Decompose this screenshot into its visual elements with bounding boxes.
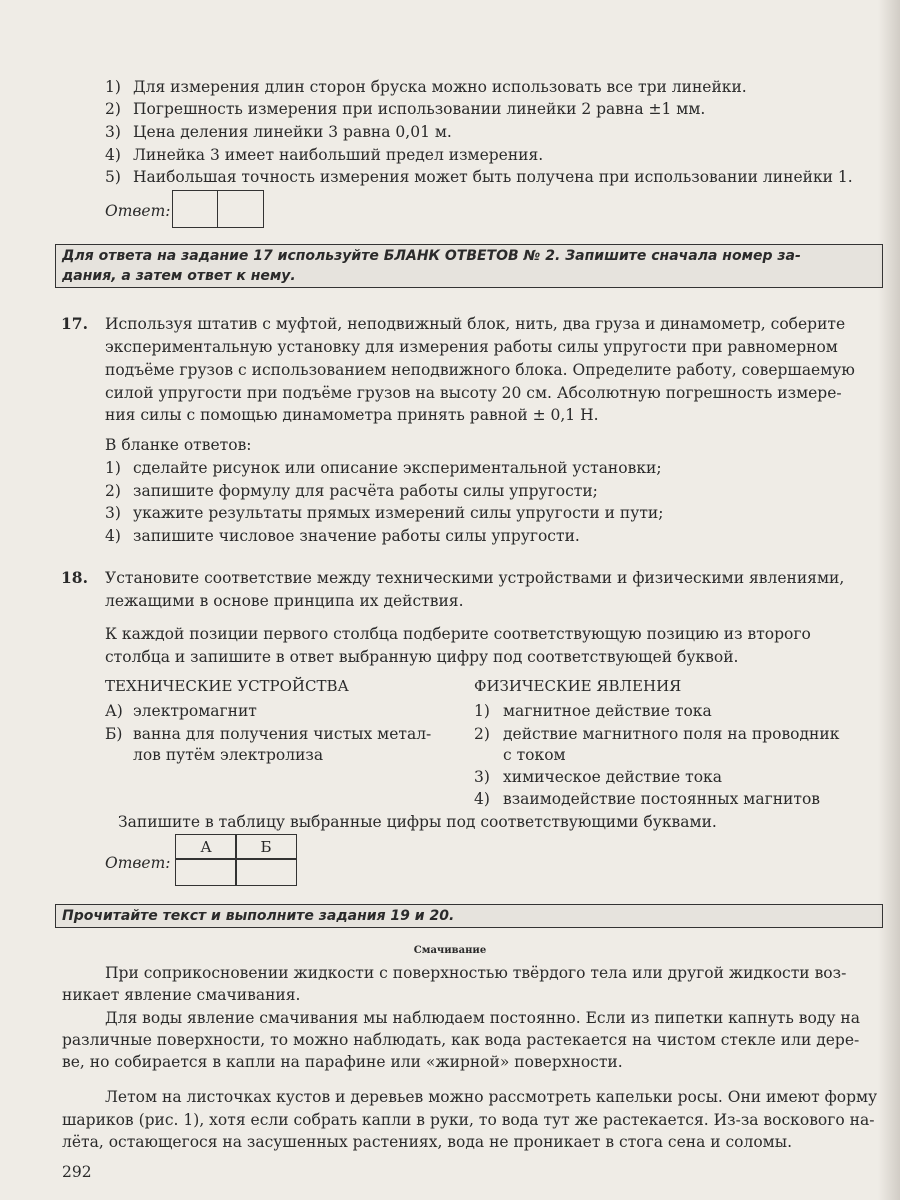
text-line: никает явление смачивания.	[62, 986, 301, 1004]
text-line: Для воды явление смачивания мы наблюдаем постоянно. Если из пипетки капнуть воду на	[105, 1009, 860, 1027]
text-line: ве, но собирается в капли на парафине или «жирной» поверхности.	[62, 1053, 623, 1071]
q18-left-item-letter: Б)	[105, 725, 123, 743]
q18-right-item-text: магнитное действие тока	[503, 702, 712, 720]
q18-right-item-text: взаимодействие постоянных магнитов	[503, 790, 821, 808]
q18-col-a-header: А	[175, 834, 237, 860]
q16-answer-box[interactable]	[172, 190, 264, 228]
q17-item-text: запишите формулу для расчёта работы силы упругости;	[133, 482, 598, 500]
text-line: лёта, остающегося на засушенных растениях, вода не проникает в стога сена и соломы.	[62, 1133, 793, 1151]
q16-option-number: 4)	[105, 146, 121, 164]
q18-instruction: К каждой позиции первого столбца подберите соответствующую позицию из второго	[105, 625, 811, 643]
q18-instruction: столбца и запишите в ответ выбранную цифру под соответствующей буквой.	[105, 648, 739, 666]
q16-option-text: Для измерения длин сторон бруска можно использовать все три линейки.	[133, 78, 747, 96]
q18-right-item-number: 4)	[474, 790, 490, 808]
q18-left-item-letter: А)	[105, 702, 123, 720]
text-line: При соприкосновении жидкости с поверхностью твёрдого тела или другой жидкости воз-	[105, 964, 847, 982]
q17-item-number: 1)	[105, 459, 121, 477]
q16-option-text: Погрешность измерения при использовании линейки 2 равна ±1 мм.	[133, 100, 706, 118]
notice-19-20: Прочитайте текст и выполните задания 19 и 20.	[55, 904, 883, 928]
q18-right-item-number: 3)	[474, 768, 490, 786]
answer-label: Ответ:	[105, 854, 171, 872]
q16-option-text: Наибольшая точность измерения может быть получена при использовании линейки 1.	[133, 168, 853, 186]
q17-item-number: 3)	[105, 504, 121, 522]
q16-option-number: 2)	[105, 100, 121, 118]
q18-right-item-number: 2)	[474, 725, 490, 743]
q18-right-item-text: действие магнитного поля на проводник	[503, 725, 840, 743]
q17-item-number: 2)	[105, 482, 121, 500]
q16-option-text: Цена деления линейки 3 равна 0,01 м.	[133, 123, 452, 141]
q17-line: Используя штатив с муфтой, неподвижный блок, нить, два груза и динамометр, соберите	[105, 315, 846, 333]
q16-option-number: 3)	[105, 123, 121, 141]
q17-line: подъёме грузов с использованием неподвижного блока. Определите работу, совершаемую	[105, 361, 855, 379]
q18-line: Установите соответствие между техническими устройствами и физическими явлениями,	[105, 569, 845, 587]
q18-right-header: ФИЗИЧЕСКИЕ ЯВЛЕНИЯ	[474, 677, 682, 695]
page-number: 292	[62, 1163, 92, 1181]
q18-table-instruction: Запишите в таблицу выбранные цифры под соответствующими буквами.	[118, 813, 717, 831]
q17-blank-intro: В бланке ответов:	[105, 436, 252, 454]
q18-left-item-text: лов путём электролиза	[133, 746, 324, 764]
q18-col-b-header: Б	[235, 834, 297, 860]
text-line: шариков (рис. 1), хотя если собрать капли в руки, то вода тут же растекается. Из-за воскового на-	[62, 1111, 875, 1129]
q17-item-text: укажите результаты прямых измерений силы упругости и пути;	[133, 504, 664, 522]
q16-option-number: 1)	[105, 78, 121, 96]
q17-item-text: сделайте рисунок или описание экспериментальной установки;	[133, 459, 662, 477]
text-line: различные поверхности, то можно наблюдать, как вода растекается на чистом стекле или дере-	[62, 1031, 860, 1049]
q17-number: 17.	[61, 314, 88, 333]
q18-right-item-number: 1)	[474, 702, 490, 720]
answer-label: Ответ:	[105, 202, 171, 220]
q17-line: экспериментальную установку для измерения работы силы упругости при равномерном	[105, 338, 838, 356]
q17-item-number: 4)	[105, 527, 121, 545]
notice-17	[55, 244, 883, 288]
text-line: Летом на листочках кустов и деревьев можно рассмотреть капельки росы. Они имеют форму	[105, 1088, 878, 1106]
q18-col-b-answer[interactable]	[235, 858, 297, 886]
q18-number: 18.	[61, 568, 88, 587]
answer-cell-divider	[217, 191, 218, 227]
q18-line: лежащими в основе принципа их действия.	[105, 592, 464, 610]
q17-item-text: запишите числовое значение работы силы упругости.	[133, 527, 580, 545]
q18-left-item-text: электромагнит	[133, 702, 257, 720]
q16-option-text: Линейка 3 имеет наибольший предел измерения.	[133, 146, 544, 164]
text-title: Смачивание	[413, 945, 487, 956]
q18-left-item-text: ванна для получения чистых метал-	[133, 725, 432, 743]
q17-line: силой упругости при подъёме грузов на высоту 20 см. Абсолютную погрешность измере-	[105, 384, 842, 402]
page-edge-shadow	[878, 0, 900, 1200]
q17-line: ния силы с помощью динамометра принять равной ± 0,1 Н.	[105, 406, 599, 424]
q18-col-a-answer[interactable]	[175, 858, 237, 886]
q16-option-number: 5)	[105, 168, 121, 186]
notice-17-line2: дания, а затем ответ к нему.	[62, 268, 296, 284]
notice-17-line1: Для ответа на задание 17 используйте БЛАНК ОТВЕТОВ № 2. Запишите сначала номер за-	[62, 248, 801, 264]
q18-right-item-text: с током	[503, 746, 566, 764]
q18-right-item-text: химическое действие тока	[503, 768, 722, 786]
q18-left-header: ТЕХНИЧЕСКИЕ УСТРОЙСТВА	[105, 677, 349, 695]
